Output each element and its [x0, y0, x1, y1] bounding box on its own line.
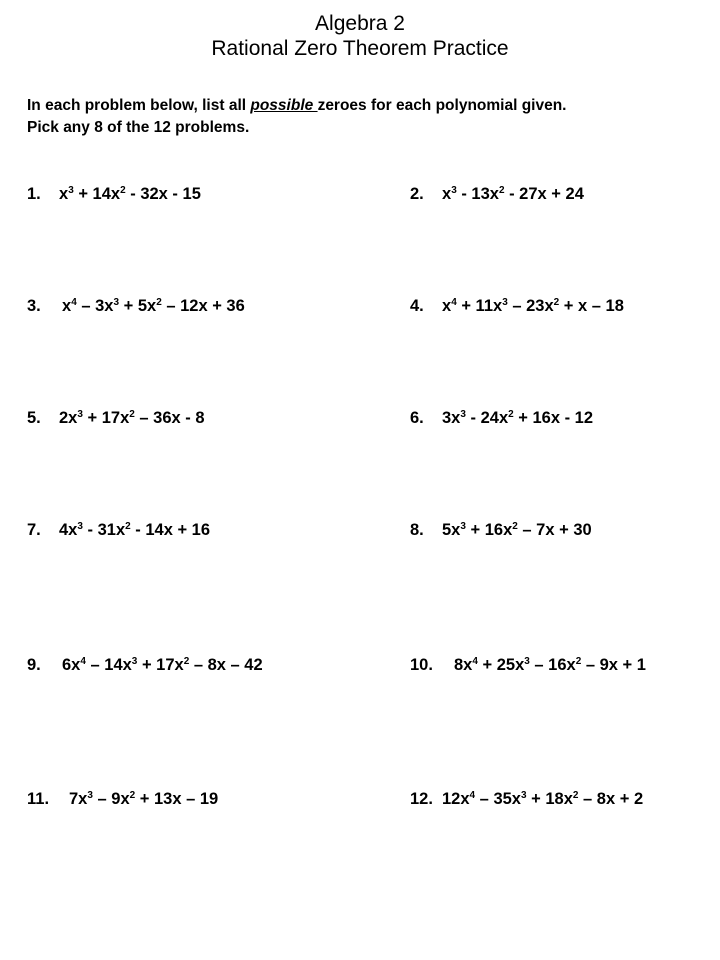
exponent: 4: [451, 297, 457, 308]
problem-expression: $7x^3 - 9x^2 + 13x - 19$: [69, 790, 219, 808]
problem-12: [410, 789, 643, 809]
exponent: 4: [472, 656, 478, 667]
problem-6: [410, 408, 593, 428]
exponent: 3: [87, 790, 93, 801]
exponent: 4: [80, 656, 86, 667]
page-subtitle: Rational Zero Theorem Practice: [211, 37, 509, 60]
exponent: 2: [553, 297, 560, 308]
exponent: 4: [71, 297, 77, 308]
exponent: 3: [77, 409, 83, 420]
problem-expression: $6x^4 - 14x^3 + 17x^2 - 8x - 42$: [62, 656, 263, 674]
instructions-line-2: Pick any 8 of the 12 problems.: [27, 119, 250, 136]
problem-10: [410, 655, 646, 675]
problem-8: [410, 520, 592, 540]
problem-expression: $x^4 - 3x^3 + 5x^2 - 12x + 36$: [62, 297, 245, 315]
problem-expression: $2x^3 + 17x^2 - 36x - 8$: [59, 409, 205, 427]
problem-11: [27, 789, 218, 809]
problem-7: [27, 520, 210, 540]
problem-number: 10.: [410, 656, 433, 674]
problem-number: 5.: [27, 409, 41, 427]
instructions-line-1: [27, 95, 687, 117]
exponent: 2: [498, 185, 505, 196]
problem-4: [410, 296, 624, 316]
problem-expression: $3x^3 - 24x^2 + 16x - 12$: [442, 409, 594, 427]
exponent: 2: [508, 409, 514, 420]
problem-expression: $x^3 - 13x^2 - 27x + 24$: [442, 185, 584, 203]
problem-expression: $x^3 + 14x^2 - 32x - 15$: [59, 185, 201, 203]
problem-number: 12.: [410, 790, 433, 808]
instructions-text-end: zeroes for each polynomial given.: [317, 97, 567, 114]
exponent: 3: [451, 185, 457, 196]
exponent: 3: [77, 521, 83, 532]
instructions-text-start: In each problem below, list all: [27, 97, 251, 114]
exponent: 2: [156, 297, 162, 308]
exponent: 2: [129, 790, 136, 801]
problem-3: [27, 296, 245, 316]
exponent: 3: [502, 297, 508, 308]
exponent: 2: [512, 521, 518, 532]
exponent: 3: [113, 297, 120, 308]
exponent: 2: [572, 790, 579, 801]
problem-number: 1.: [27, 185, 41, 203]
problem-5: [27, 408, 205, 428]
problem-number: 11.: [27, 790, 50, 808]
problem-number: 4.: [410, 297, 424, 315]
problem-2: [410, 184, 584, 204]
problem-number: 2.: [410, 185, 424, 203]
exponent: 2: [120, 185, 126, 196]
exponent: 3: [520, 790, 527, 801]
problem-expression: $5x^3 + 16x^2 - 7x + 30$: [442, 521, 592, 539]
problem-expression: $4x^3 - 31x^2 - 14x + 16$: [59, 521, 211, 539]
exponent: 2: [183, 656, 190, 667]
problem-number: 8.: [410, 521, 424, 539]
exponent: 4: [469, 790, 476, 801]
problem-expression: $12x^4 - 35x^3 + 18x^2 - 8x + 2$: [442, 790, 644, 808]
problem-expression: $x^4 + 11x^3 - 23x^2 + x - 18$: [442, 297, 624, 315]
problem-1: [27, 184, 201, 204]
exponent: 3: [524, 656, 530, 667]
problem-9: [27, 655, 263, 675]
problem-number: 3.: [27, 297, 41, 315]
exponent: 3: [131, 656, 138, 667]
exponent: 2: [125, 521, 131, 532]
problem-expression: $8x^4 + 25x^3 - 16x^2 - 9x + 1$: [454, 656, 646, 674]
page-title: Algebra 2: [315, 12, 405, 35]
problem-number: 9.: [27, 656, 41, 674]
instructions-emphasis: possible: [250, 97, 318, 114]
problem-number: 7.: [27, 521, 41, 539]
exponent: 2: [129, 409, 135, 420]
exponent: 2: [575, 656, 582, 667]
exponent: 3: [68, 185, 74, 196]
exponent: 3: [460, 521, 466, 532]
exponent: 3: [460, 409, 466, 420]
instructions: [27, 95, 687, 139]
problem-number: 6.: [410, 409, 424, 427]
